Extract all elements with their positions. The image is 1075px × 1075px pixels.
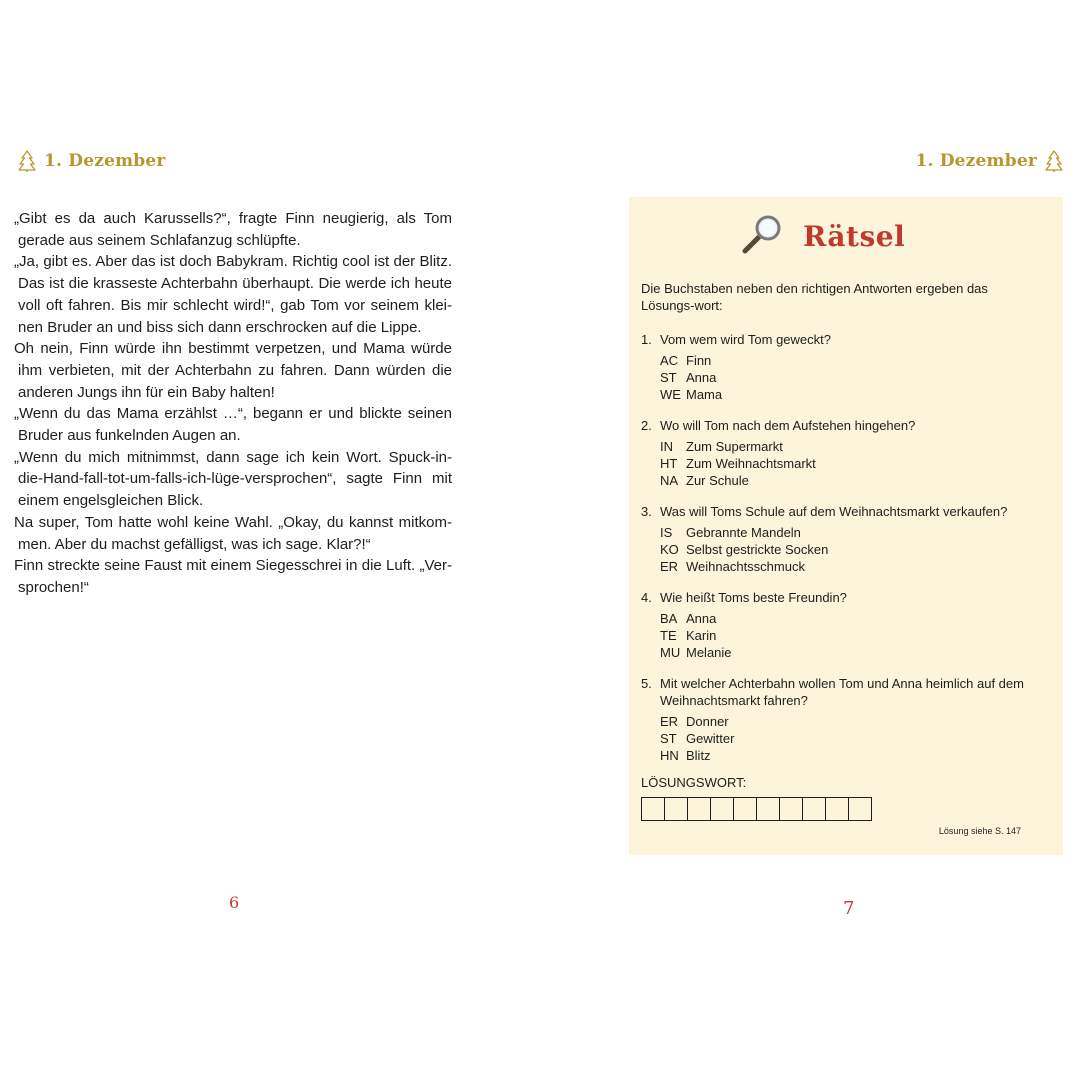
answer-text: Zum Supermarkt: [686, 439, 783, 454]
solution-letter-box: [779, 797, 803, 821]
solution-letter-box: [848, 797, 872, 821]
question-text-row: [641, 417, 1051, 434]
chapter-header-text: 1. Dezember: [44, 151, 166, 171]
answer-text: Zur Schule: [686, 473, 749, 488]
answer-option: [660, 644, 1051, 661]
question-list: [641, 331, 1051, 778]
answer-option: [660, 524, 1051, 541]
answer-text: Anna: [686, 611, 717, 626]
question-number: 5.: [641, 676, 652, 691]
question-number: 3.: [641, 504, 652, 519]
magnifying-glass-icon: [739, 213, 785, 260]
answer-option: [660, 455, 1051, 472]
question-number: 4.: [641, 590, 652, 605]
answer-code: NA: [660, 473, 679, 488]
right-page: [537, 0, 1075, 1075]
puzzle-box: [629, 197, 1063, 855]
solution-letter-box: [733, 797, 757, 821]
story-paragraph: Finn streckte seine Faust mit einem Siegesschrei in die Luft. „Ver-sprochen!“: [14, 557, 452, 596]
solution-letter-box: [641, 797, 665, 821]
story-paragraph: „Wenn du mich mitnimmst, dann sage ich kein Wort. Spuck-in-die-Hand-fall-tot-um-falls-ich-lüge-versprochen“, sagte Finn mit einem engelsgleichen Blick.: [14, 448, 452, 510]
chapter-header-text: 1. Dezember: [915, 151, 1037, 171]
story-paragraph: „Wenn du das Mama erzählst …“, begann er und blickte seinen Bruder aus funkelnden Augen an.: [14, 405, 452, 445]
question-text-row: [641, 589, 1051, 606]
answer-text: Mama: [686, 387, 723, 402]
answer-list: [641, 713, 1051, 764]
question-text-row: [641, 503, 1051, 520]
answer-option: [660, 558, 1051, 575]
chapter-header-right: [915, 150, 1063, 172]
question-text: Was will Toms Schule auf dem Weihnachtsmarkt verkaufen?: [660, 504, 1008, 519]
answer-text: Zum Weihnachtsmarkt: [686, 456, 816, 471]
answer-code: BA: [660, 611, 678, 626]
answer-option: [660, 541, 1051, 558]
answer-text: Finn: [686, 353, 712, 368]
answer-option: [660, 472, 1051, 489]
question-item: [641, 675, 1051, 764]
solution-letter-box: [756, 797, 780, 821]
answer-code: TE: [660, 628, 677, 643]
answer-code: IN: [660, 439, 673, 454]
answer-option: [660, 386, 1051, 403]
chapter-header-left: [18, 150, 166, 172]
answer-option: [660, 438, 1051, 455]
answer-text: Karin: [686, 628, 717, 643]
answer-list: [641, 438, 1051, 489]
question-text: Vom wem wird Tom geweckt?: [660, 332, 831, 347]
story-paragraph: Na super, Tom hatte wohl keine Wahl. „Okay, du kannst mitkom-men. Aber du machst gefälligst, was ich sage. Klar?!“: [14, 513, 452, 553]
answer-text: Gebrannte Mandeln: [686, 525, 801, 540]
answer-code: HT: [660, 456, 678, 471]
question-item: [641, 331, 1051, 403]
story-text: [14, 208, 452, 599]
question-number: 2.: [641, 418, 652, 433]
question-item: [641, 417, 1051, 489]
solution-letter-box: [664, 797, 688, 821]
question-text: Mit welcher Achterbahn wollen Tom und Anna heimlich auf dem Weihnachtsmarkt fahren?: [660, 676, 1024, 708]
answer-code: HN: [660, 748, 679, 763]
answer-option: [660, 730, 1051, 747]
question-text: Wie heißt Toms beste Freundin?: [660, 590, 847, 605]
answer-option: [660, 352, 1051, 369]
question-number: 1.: [641, 332, 652, 347]
answer-text: Melanie: [686, 645, 732, 660]
answer-option: [660, 610, 1051, 627]
answer-text: Gewitter: [686, 731, 735, 746]
answer-list: [641, 352, 1051, 403]
puzzle-title-row: [739, 213, 905, 260]
solution-letter-box: [687, 797, 711, 821]
page-number: 6: [229, 893, 240, 912]
solution-reference: Lösung siehe S. 147: [938, 826, 1021, 836]
answer-code: MU: [660, 645, 681, 660]
answer-text: Blitz: [686, 748, 711, 763]
answer-option: [660, 369, 1051, 386]
answer-code: AC: [660, 353, 679, 368]
page-number: 7: [843, 898, 855, 919]
solution-label: LÖSUNGSWORT:: [641, 775, 747, 790]
christmas-tree-icon: [18, 150, 36, 172]
answer-text: Selbst gestrickte Socken: [686, 542, 829, 557]
solution-letter-box: [710, 797, 734, 821]
solution-word-boxes: [641, 797, 872, 821]
answer-code: KO: [660, 542, 679, 557]
puzzle-title: Rätsel: [803, 220, 906, 253]
question-text-row: [641, 675, 1051, 709]
christmas-tree-icon: [1045, 150, 1063, 172]
answer-text: Weihnachtsschmuck: [686, 559, 805, 574]
answer-code: ER: [660, 714, 679, 729]
answer-code: ER: [660, 559, 679, 574]
left-page: [0, 0, 537, 1075]
answer-option: [660, 627, 1051, 644]
answer-text: Anna: [686, 370, 717, 385]
solution-letter-box: [802, 797, 826, 821]
answer-list: [641, 524, 1051, 575]
answer-text: Donner: [686, 714, 729, 729]
question-item: [641, 589, 1051, 661]
answer-code: WE: [660, 387, 681, 402]
answer-code: IS: [660, 525, 673, 540]
puzzle-intro: Die Buchstaben neben den richtigen Antworten ergeben das Lösungs-wort:: [641, 281, 988, 313]
solution-letter-box: [825, 797, 849, 821]
answer-code: ST: [660, 370, 677, 385]
story-paragraph: „Gibt es da auch Karussells?“, fragte Finn neugierig, als Tom gerade aus seinem Schlafanzug schlüpfte.: [14, 210, 452, 249]
answer-option: [660, 747, 1051, 764]
question-text: Wo will Tom nach dem Aufstehen hingehen?: [660, 418, 916, 433]
story-paragraph: Oh nein, Finn würde ihn bestimmt verpetzen, und Mama würde ihm verbieten, mit der Achterbahn zu fahren. Dann würden die anderen Jungs ihn für ein Baby halten!: [14, 340, 452, 401]
answer-list: [641, 610, 1051, 661]
story-paragraph: „Ja, gibt es. Aber das ist doch Babykram. Richtig cool ist der Blitz. Das ist die krasseste Achterbahn überhaupt. Die werde ich heute voll oft fahren. Bis mir schlecht wird!“, gab Tom vor seinem klei-nen Bruder an und biss sich dann erschrocken auf die Lippe.: [14, 253, 452, 336]
question-item: [641, 503, 1051, 575]
answer-code: ST: [660, 731, 677, 746]
question-text-row: [641, 331, 1051, 348]
answer-option: [660, 713, 1051, 730]
